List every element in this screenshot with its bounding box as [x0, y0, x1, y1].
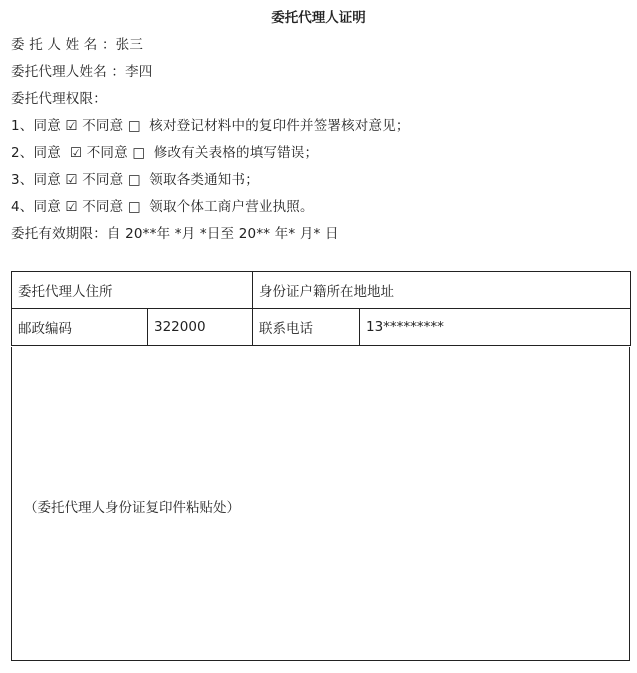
- principal-name-line: [11, 33, 143, 53]
- phone-label-cell: 联系电话: [253, 309, 360, 346]
- authority-text: 领取各类通知书；: [149, 172, 259, 188]
- authority-heading: 委托代理权限：: [11, 91, 107, 107]
- authority-text: 修改有关表格的填写错误；: [153, 145, 319, 161]
- agree-label: 同意: [33, 145, 66, 161]
- authority-text: 领取个体工商户营业执照。: [149, 199, 314, 215]
- disagree-checkbox[interactable]: □: [127, 172, 141, 188]
- agree-checkbox[interactable]: ☑: [65, 199, 78, 215]
- authority-text: 核对登记材料中的复印件并签署核对意见；: [149, 118, 410, 134]
- disagree-checkbox[interactable]: □: [127, 199, 141, 215]
- agent-name-line: [11, 60, 153, 80]
- id-address-label-cell: 身份证户籍所在地地址: [253, 272, 631, 309]
- disagree-label: 不同意: [82, 118, 124, 134]
- disagree-checkbox[interactable]: □: [132, 145, 146, 161]
- agree-label: 同意: [33, 172, 61, 188]
- authority-item-3: [11, 168, 259, 188]
- agent-name-label: 委托代理人姓名 ：: [11, 64, 126, 80]
- principal-name-label: 委 托 人 姓 名 ：: [11, 37, 116, 53]
- item-number: 4、: [11, 199, 34, 215]
- postal-code-label-cell: 邮政编码: [12, 309, 148, 346]
- authority-item-2: [11, 141, 318, 161]
- agree-label: 同意: [33, 118, 61, 134]
- agree-checkbox[interactable]: ☑: [69, 145, 83, 161]
- agent-info-table: [11, 271, 631, 346]
- agree-label: 同意: [33, 199, 61, 215]
- disagree-label: 不同意: [86, 145, 128, 161]
- residence-label-cell: 委托代理人住所: [12, 272, 253, 309]
- principal-name-value: 张三: [115, 37, 144, 53]
- table-row: [12, 272, 631, 309]
- authority-item-4: [11, 195, 314, 215]
- agree-checkbox[interactable]: ☑: [65, 118, 78, 134]
- table-row: [12, 309, 631, 346]
- disagree-label: 不同意: [82, 199, 124, 215]
- phone-value-cell: 13*********: [360, 309, 631, 346]
- disagree-label: 不同意: [82, 172, 124, 188]
- document-title: 委托代理人证明: [271, 10, 366, 26]
- id-copy-paste-area: [11, 347, 630, 661]
- item-number: 1、: [11, 118, 34, 134]
- item-number: 3、: [11, 172, 34, 188]
- validity-period: 委托有效期限：自 20**年 *月 *日至 20** 年* 月* 日: [11, 226, 339, 242]
- disagree-checkbox[interactable]: □: [127, 118, 141, 134]
- agree-checkbox[interactable]: ☑: [65, 172, 78, 188]
- id-copy-placeholder-label: （委托代理人身份证复印件粘贴处）: [24, 500, 240, 516]
- authority-item-1: [11, 114, 410, 134]
- postal-code-value-cell: 322000: [148, 309, 253, 346]
- agent-name-value: 李四: [125, 64, 153, 80]
- item-number: 2、: [11, 145, 34, 161]
